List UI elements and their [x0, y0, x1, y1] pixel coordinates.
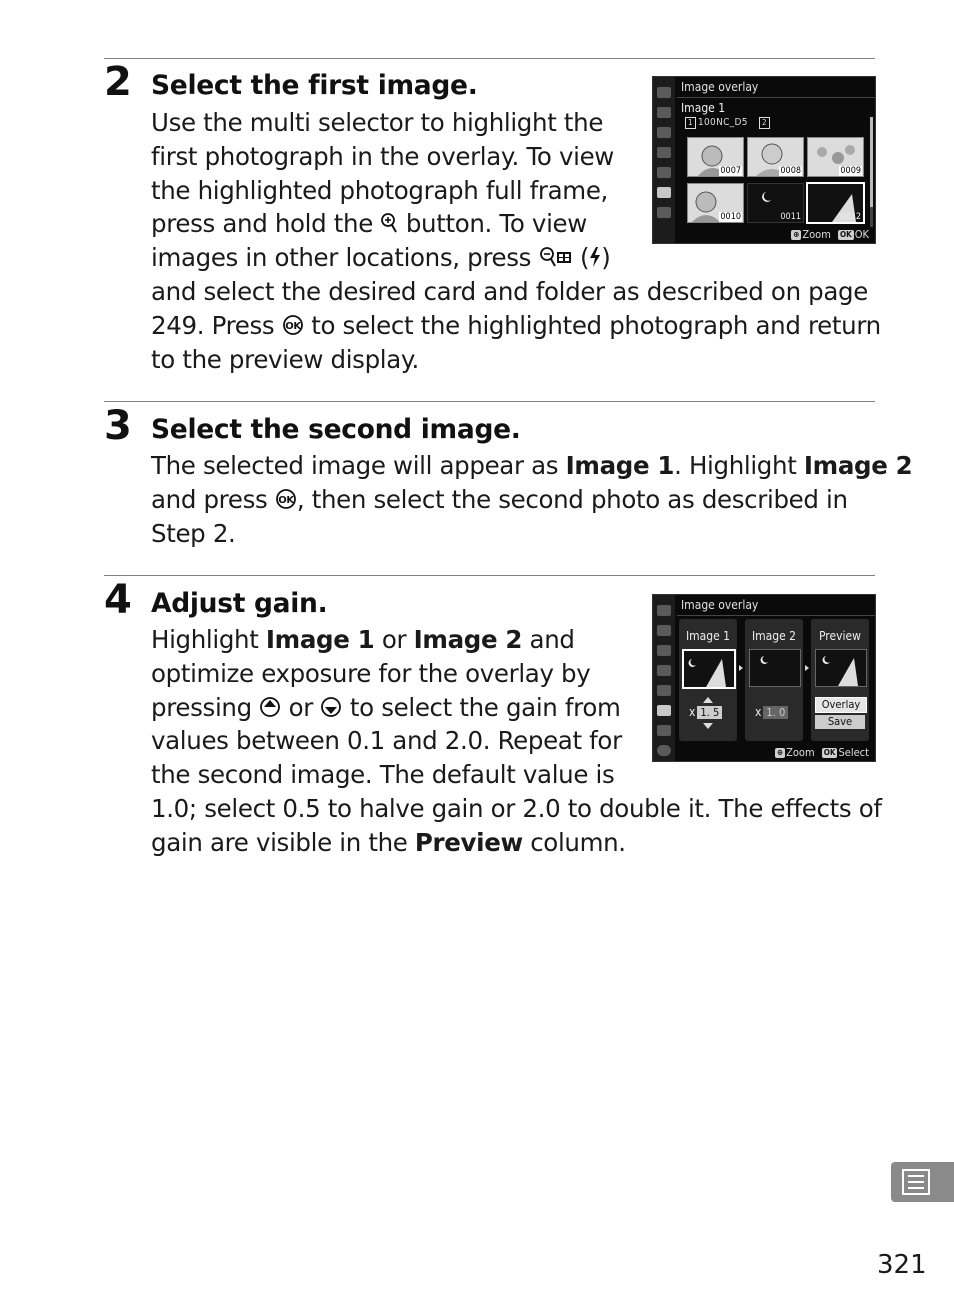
wrench-menu-icon — [657, 685, 671, 696]
composite-image-icon — [816, 650, 866, 686]
page-number: 321 — [877, 1250, 927, 1280]
down-arrow-icon — [703, 723, 713, 729]
moon-image-icon — [750, 650, 800, 686]
step-body — [151, 449, 912, 550]
footer-zoom-label: Zoom — [786, 746, 815, 759]
text-run: optimize exposure for the overlay by — [151, 658, 591, 688]
ok-icon — [275, 485, 297, 519]
text-run: and press — [151, 484, 275, 514]
text-run: column. — [522, 827, 626, 857]
card-slot-1-icon: 1 — [685, 117, 696, 129]
text-run: Step 2. — [151, 518, 236, 548]
text-line — [151, 449, 912, 483]
image1-column[interactable] — [679, 619, 737, 741]
text-run: to select the highlighted photograph and return — [303, 310, 881, 340]
arrow-right-icon — [739, 665, 743, 671]
section-divider — [104, 575, 875, 576]
text-run: press and hold the — [151, 209, 381, 239]
image1-gain-value: 1. 5 — [697, 706, 722, 719]
playback-menu-icon — [657, 605, 671, 616]
zoom-key-icon: ⊕ — [793, 230, 800, 239]
text-line — [151, 758, 882, 792]
recent-menu-icon — [657, 725, 671, 736]
text-run: values between 0.1 and 2.0. Repeat for — [151, 726, 622, 756]
text-run: the second image. The default value is — [151, 760, 615, 790]
thumbnail-number: 0012 — [840, 212, 861, 222]
screen-footer — [791, 228, 869, 241]
image2-column[interactable] — [745, 619, 803, 741]
svg-text:OK: OK — [284, 320, 301, 332]
text-line — [151, 483, 912, 517]
camera-screen-adjust-gain — [652, 594, 876, 762]
text-run: to the preview display. — [151, 344, 419, 374]
step-number: 4 — [104, 577, 132, 623]
camera-menu-icon — [657, 107, 671, 118]
screen-title: Image overlay — [681, 80, 759, 94]
wrench-menu-icon — [657, 167, 671, 178]
section-divider — [104, 401, 875, 402]
text-run: , then select the second photo as described in — [296, 484, 848, 514]
text-run: 249. Press — [151, 310, 282, 340]
flash-icon — [589, 243, 601, 277]
text-line — [151, 517, 912, 551]
text-run: first photograph in the overlay. To view — [151, 141, 614, 171]
movie-menu-icon — [657, 127, 671, 138]
screen-divider — [677, 615, 875, 616]
thumbnail-selected[interactable] — [806, 182, 865, 224]
menu-sidebar — [653, 77, 675, 243]
retouch-menu-icon — [657, 705, 671, 716]
folder-path — [685, 117, 772, 129]
text-run: or — [374, 625, 414, 654]
text-run: Highlight — [151, 625, 266, 654]
down-icon — [320, 693, 342, 727]
retouch-menu-icon — [891, 1162, 954, 1202]
thumbnail[interactable] — [687, 137, 744, 177]
thumbnail-number: 0009 — [840, 166, 861, 176]
footer-ok-label: OK — [854, 228, 869, 241]
card-slot-2-icon: 2 — [759, 117, 770, 129]
text-run: The selected image will appear as — [151, 451, 566, 480]
scrollbar-thumb[interactable] — [870, 117, 873, 207]
playback-menu-icon — [657, 87, 671, 98]
step-number: 3 — [104, 403, 132, 449]
up-icon — [259, 693, 281, 727]
thumbnail[interactable] — [807, 137, 864, 177]
movie-menu-icon — [657, 645, 671, 656]
text-line — [151, 343, 881, 377]
text-run: images in other locations, press — [151, 243, 539, 273]
pencil-menu-icon — [657, 147, 671, 158]
text-run: and select the desired card and folder as described on page — [151, 276, 868, 306]
text-run: ( — [572, 243, 590, 273]
folder-name: 100NC_D5 — [698, 117, 748, 128]
bold-term: Image 1 — [265, 625, 375, 654]
footer-select-label: Select — [838, 746, 869, 759]
image1-preview — [682, 649, 736, 689]
camera-screen-image-select — [652, 76, 876, 244]
bold-term: Image 2 — [413, 625, 523, 654]
screen-divider — [677, 97, 875, 98]
text-run: or — [281, 692, 321, 722]
text-line — [151, 792, 882, 826]
bold-term: Image 2 — [803, 451, 913, 480]
step-number: 2 — [104, 59, 132, 105]
preview-image — [815, 649, 867, 687]
text-run: button. To view — [398, 209, 587, 239]
image2-gain-value: 1. 0 — [763, 706, 788, 719]
gain-multiplier: x — [689, 705, 696, 719]
text-run: ) — [601, 243, 611, 273]
text-run: pressing — [151, 692, 260, 722]
image2-label: Image 2 — [751, 629, 797, 643]
image1-gain[interactable] — [689, 705, 722, 719]
help-icon — [657, 745, 671, 756]
retouch-menu-icon — [657, 187, 671, 198]
save-button[interactable]: Save — [815, 715, 865, 729]
text-line — [151, 241, 881, 275]
section-divider — [104, 58, 875, 59]
step-title: Select the first image. — [151, 70, 478, 101]
pencil-menu-icon — [657, 665, 671, 676]
text-run: and — [522, 625, 575, 654]
ok-key-icon: OK — [840, 230, 852, 239]
recent-menu-icon — [657, 207, 671, 218]
screen-footer — [775, 746, 869, 759]
preview-label: Preview — [819, 629, 861, 643]
text-run: gain are visible in the — [151, 827, 415, 857]
text-line — [151, 275, 881, 309]
step-title: Adjust gain. — [151, 588, 328, 619]
thumbnail[interactable] — [687, 183, 744, 223]
text-run: 1.0; select 0.5 to halve gain or 2.0 to double it. The effects of — [151, 793, 882, 823]
text-line — [151, 826, 882, 860]
ok-key-icon: OK — [823, 748, 836, 757]
footer-zoom-label: Zoom — [802, 228, 831, 241]
thumbnail-number: 0010 — [720, 212, 741, 222]
up-arrow-icon — [703, 697, 713, 703]
thumbnail[interactable] — [747, 137, 804, 177]
text-run: Use the multi selector to highlight the — [151, 108, 604, 137]
image2-gain[interactable] — [755, 705, 788, 719]
bold-term: Preview — [414, 827, 523, 857]
screen-title: Image overlay — [681, 598, 759, 612]
image2-preview — [749, 649, 801, 687]
thumbnail-icon — [539, 243, 573, 277]
bold-term: Image 1 — [565, 451, 675, 480]
building-image-icon — [684, 651, 734, 687]
text-run: to select the gain from — [342, 692, 621, 722]
svg-text:OK: OK — [278, 494, 294, 506]
arrow-right-icon — [805, 665, 809, 671]
text-line — [151, 309, 881, 343]
preview-column — [811, 619, 869, 741]
menu-sidebar — [653, 595, 675, 761]
thumbnail-number: 0008 — [780, 166, 801, 176]
thumbnail[interactable] — [747, 183, 804, 223]
thumbnail-number: 0007 — [720, 166, 741, 176]
zoom-key-icon: ⊕ — [777, 748, 784, 757]
step-title: Select the second image. — [151, 414, 521, 445]
camera-menu-icon — [657, 625, 671, 636]
ok-icon — [282, 311, 304, 345]
text-run: . Highlight — [674, 451, 804, 480]
text-run: the highlighted photograph full frame, — [151, 175, 608, 205]
thumbnail-number: 0011 — [780, 212, 801, 222]
overlay-button[interactable]: Overlay — [815, 697, 867, 713]
chapter-tab[interactable] — [891, 1162, 954, 1202]
image1-label: Image 1 — [685, 629, 731, 643]
zoom-in-icon — [380, 209, 398, 243]
gain-multiplier: x — [755, 705, 762, 719]
screen-subtitle: Image 1 — [681, 101, 726, 115]
